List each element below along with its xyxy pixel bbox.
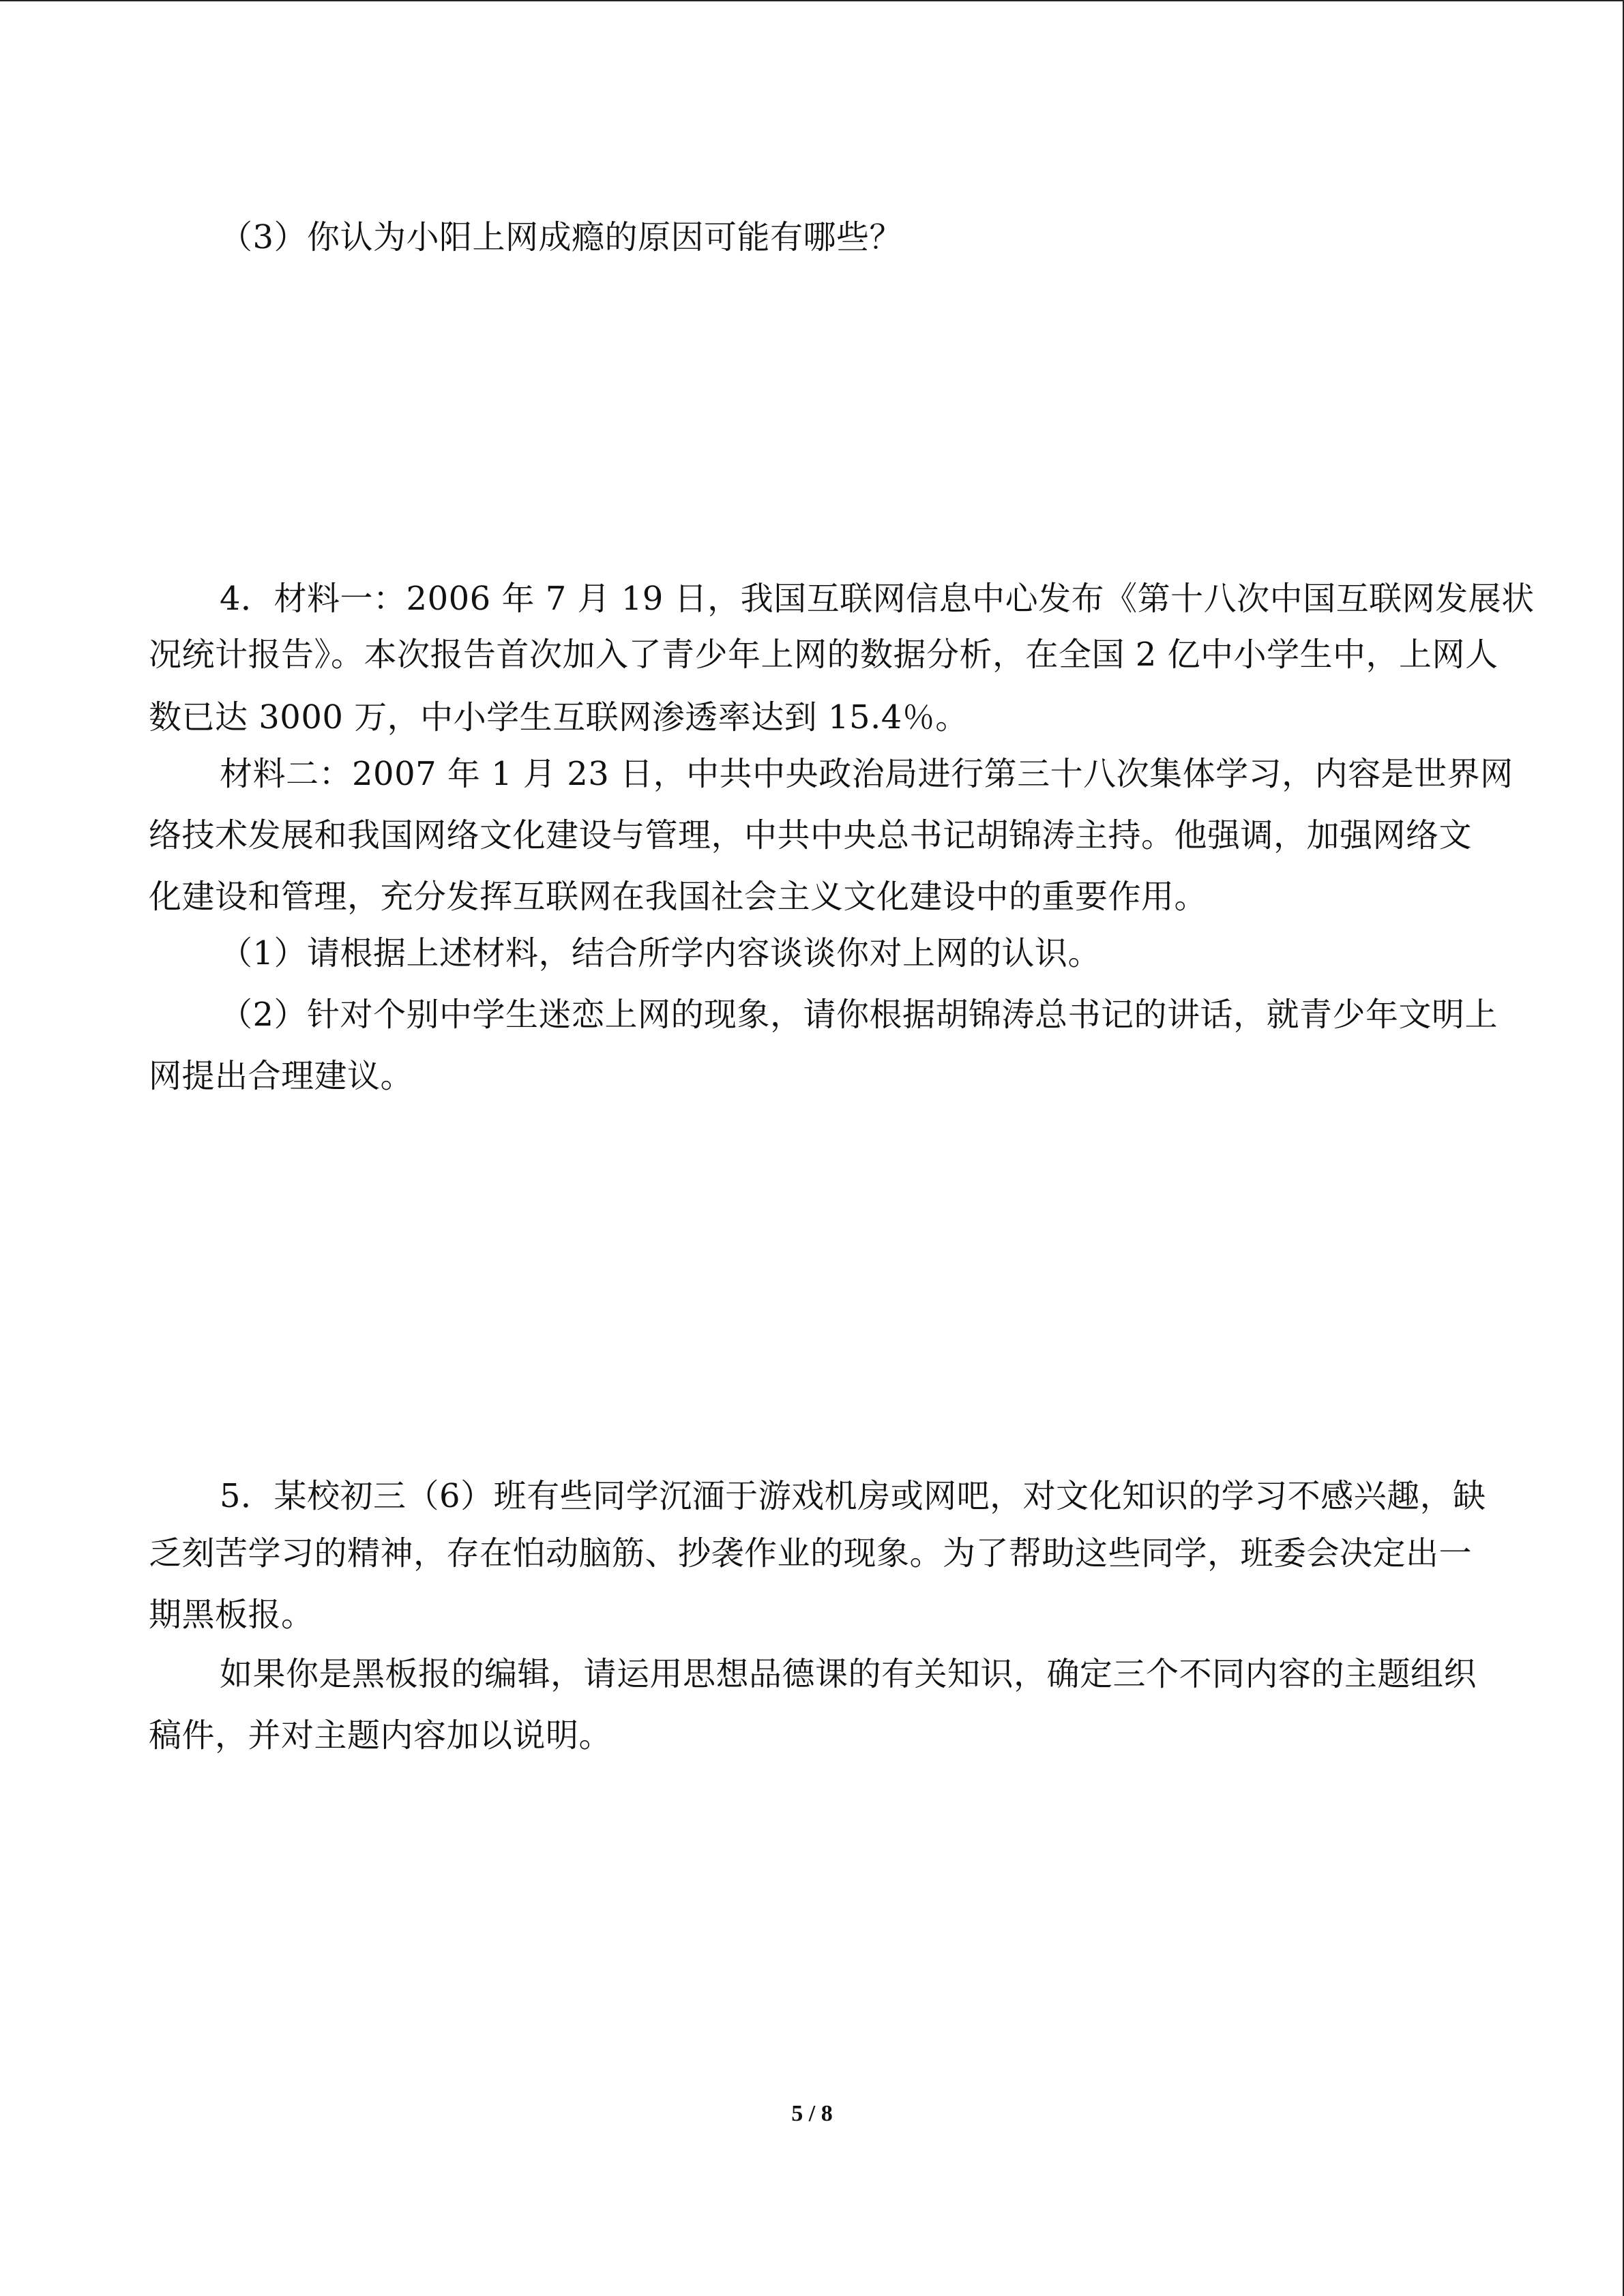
question-4-subquestion-2-line-2: 网提出合理建议。 <box>149 1057 414 1095</box>
question-4-material-1-line-2: 况统计报告》。本次报告首次加入了青少年上网的数据分析，在全国 2 亿中小学生中，上网人 <box>149 636 1498 674</box>
question-5-line-2: 乏刻苦学习的精神，存在怕动脑筋、抄袭作业的现象。为了帮助这些同学，班委会决定出一 <box>149 1534 1473 1572</box>
question-4-subquestion-2-line-1: （2）针对个别中学生迷恋上网的现象，请你根据胡锦涛总书记的讲话，就青少年文明上 <box>220 996 1498 1034</box>
page-number: 5 / 8 <box>791 2101 833 2126</box>
question-5-task-line-2: 稿件，并对主题内容加以说明。 <box>149 1716 612 1755</box>
question-4-material-1-line-3: 数已达 3000 万，中小学生互联网渗透率达到 15.4％。 <box>149 698 969 736</box>
question-4-material-2-line-2: 络技术发展和我国网络文化建设与管理，中共中央总书记胡锦涛主持。他强调，加强网络文 <box>149 816 1473 854</box>
question-5-line-1: 5．某校初三（6）班有些同学沉湎于游戏机房或网吧，对文化知识的学习不感兴趣，缺 <box>220 1477 1486 1515</box>
question-5-task-line-1: 如果你是黑板报的编辑，请运用思想品德课的有关知识，确定三个不同内容的主题组织 <box>220 1655 1477 1693</box>
question-4-material-2-line-1: 材料二：2007 年 1 月 23 日，中共中央政治局进行第三十八次集体学习，内容是世界网 <box>220 755 1514 793</box>
question-4-material-2-line-3: 化建设和管理，充分发挥互联网在我国社会主义文化建设中的重要作用。 <box>149 878 1208 916</box>
question-3-subquestion-3: （3）你认为小阳上网成瘾的原因可能有哪些？ <box>220 218 903 256</box>
question-4-subquestion-1: （1）请根据上述材料，结合所学内容谈谈你对上网的认识。 <box>220 934 1102 972</box>
question-4-material-1-line-1: 4．材料一：2006 年 7 月 19 日，我国互联网信息中心发布《第十八次中国互联网发展状 <box>220 580 1535 618</box>
question-5-line-3: 期黑板报。 <box>149 1596 314 1634</box>
